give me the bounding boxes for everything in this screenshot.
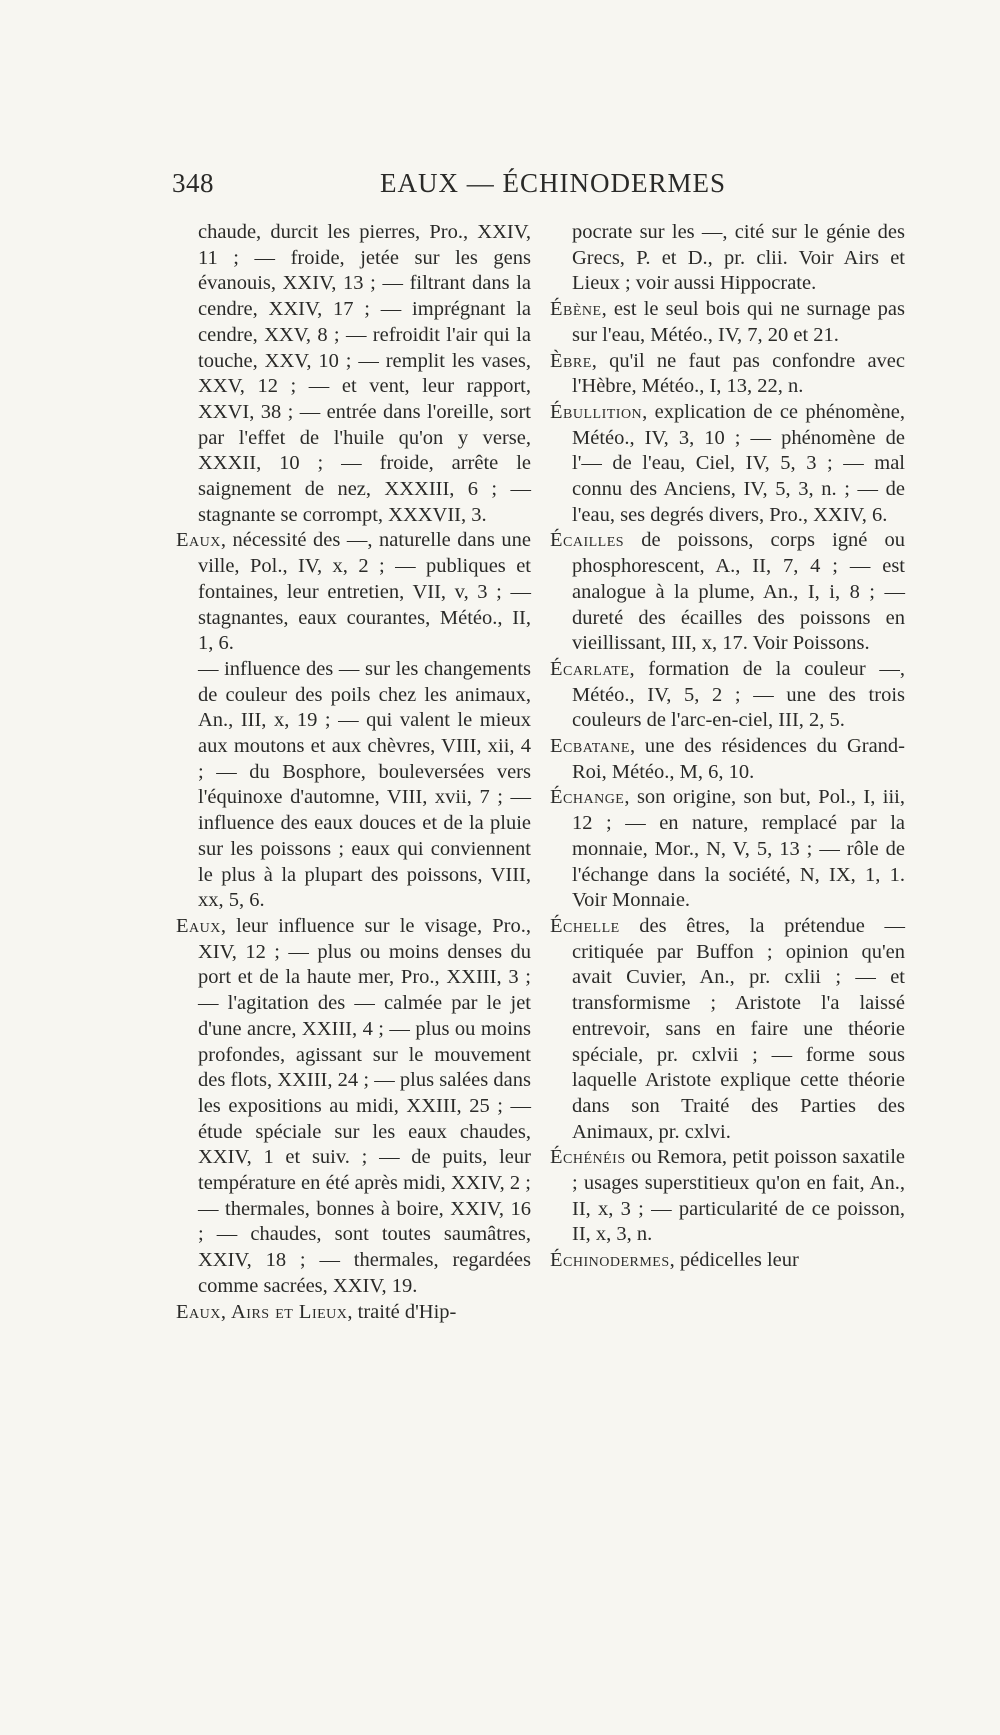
entry-text: chaude, durcit les pierres, Pro., XXIV, 11 ; — froide, jetée sur les gens évanouis, XXIV, 13 ; — filtrant dans la cendre, XXIV, 17 ; — imprégnant la cendre, XXV, 8 ; — refroidit l'air qui la touche, XXV, 10 ; — remplit les vases, XXV, 12 ; — et vent, leur rapport, XXVI, 38 ; — entrée dans l'oreille, sort par l'effet de l'huile qu'on y verse, XXXII, 10 ; — froide, arrête le saignement de nez, XXXIII, 6 ; — stagnante se corrompt, XXXVII, 3. xyxy=(198,221,531,526)
index-entry xyxy=(550,1248,905,1274)
index-entry xyxy=(176,1300,531,1326)
index-entry xyxy=(550,297,905,348)
index-entry xyxy=(550,657,905,734)
entry-text: , pédicelles leur xyxy=(669,1249,799,1272)
right-column xyxy=(550,220,905,1274)
index-entry xyxy=(550,528,905,657)
entry-text: , est le seul bois qui ne surnage pas sur l'eau, Météo., IV, 7, 20 et 21. xyxy=(572,298,905,346)
entry-text: , explication de ce phénomène, Météo., IV, 3, 10 ; — phénomène de l'— de l'eau, Ciel, IV, 5, 3 ; — mal connu des Anciens, IV, 5, 3, n. ; — de l'eau, ses degrés divers, Pro., XXIV, 6. xyxy=(572,400,905,526)
entry-text: , son origine, son but, Pol., I, iii, 12 ; — en nature, remplacé par la monnaie, Mor., N, V, 5, 13 ; — rôle de l'échange dans la société, N, IX, 1, 1. Voir Monnaie. xyxy=(572,786,905,912)
entry-headword: Échénéis xyxy=(550,1146,626,1169)
index-entry xyxy=(550,349,905,400)
entry-headword: Échelle xyxy=(550,914,620,937)
entry-headword: Ecbatane xyxy=(550,735,630,758)
running-head: EAUX — ÉCHINODERMES xyxy=(380,168,726,198)
entry-headword: Échange xyxy=(550,786,625,809)
entry-headword: Échinodermes xyxy=(550,1249,670,1272)
entry-headword: Écailles xyxy=(550,529,625,552)
entry-text: , nécessité des —, naturelle dans une ville, Pol., IV, x, 2 ; — publiques et fontaines, leur entretien, VII, v, 3 ; — stagnantes, eaux courantes, Météo., II, 1, 6. xyxy=(198,529,531,655)
entry-text: ou Remora, petit poisson saxatile ; usages superstitieux qu'on en fait, An., II, x, 3 ; — particularité de ce poisson, II, x, 3, n. xyxy=(572,1146,905,1246)
entry-headword: Eaux xyxy=(176,914,221,937)
entry-text: , formation de la couleur —, Météo., IV, 5, 2 ; — une des trois couleurs de l'arc-en-ciel, III, 2, 5. xyxy=(572,657,905,732)
entry-headword: Ébène xyxy=(550,298,602,321)
index-entry xyxy=(550,1145,905,1248)
index-entry xyxy=(550,734,905,785)
entry-headword: Ébullition xyxy=(550,400,643,423)
entry-text: — influence des — sur les changements de couleur des poils chez les animaux, An., III, x, 19 ; — qui valent le mieux aux moutons et aux chèvres, VIII, xii, 4 ; — du Bosphore, bouleversées vers l'équinoxe d'automne, VIII, xvii, 7 ; — influence des eaux douces et de la pluie sur les poissons ; eaux qui conviennent le plus à la plupart des poissons, VIII, xx, 5, 6. xyxy=(198,657,531,912)
page-number: 348 xyxy=(172,168,214,198)
index-entry xyxy=(176,220,531,528)
entry-text: , qu'il ne faut pas confondre avec l'Hèbre, Météo., I, 13, 22, n. xyxy=(572,349,905,398)
entry-headword: Èbre xyxy=(550,349,592,372)
entry-text: pocrate sur les —, cité sur le génie des Grecs, P. et D., pr. clii. Voir Airs et Lieux ; voir aussi Hippocrate. xyxy=(572,221,905,295)
entry-headword: Eaux, Airs et Lieux xyxy=(176,1300,348,1323)
entry-text: , traité d'Hip- xyxy=(347,1300,457,1323)
index-entry xyxy=(176,657,531,914)
index-entry xyxy=(550,785,905,914)
left-column xyxy=(176,220,531,1325)
entry-text: de poissons, corps igné ou phosphorescent, A., II, 7, 4 ; — est analogue à la plume, An., I, i, 8 ; — dureté des écailles des poissons en vieillissant, III, x, 17. Voir Poissons. xyxy=(572,529,905,655)
index-entry xyxy=(176,528,531,657)
index-entry xyxy=(550,220,905,297)
index-entry xyxy=(550,914,905,1145)
index-entry xyxy=(550,400,905,529)
entry-headword: Écarlate xyxy=(550,657,630,680)
entry-text: , une des résidences du Grand-Roi, Météo., M, 6, 10. xyxy=(572,735,905,783)
entry-text: , leur influence sur le visage, Pro., XIV, 12 ; — plus ou moins denses du port et de la haute mer, Pro., XXIII, 3 ; — l'agitation des — calmée par le jet d'une ancre, XXIII, 4 ; — plus ou moins profondes, agissant sur le mouvement des flots, XXIII, 24 ; — plus salées dans les expositions au midi, XXIII, 25 ; — étude spéciale sur les eaux chaudes, XXIV, 1 et suiv. ; — de puits, leur température en été après midi, XXIV, 2 ; — thermales, bonnes à boire, XXIV, 16 ; — chaudes, sont toutes saumâtres, XXIV, 18 ; — thermales, regardées comme sacrées, XXIV, 19. xyxy=(198,914,531,1297)
entry-headword: Eaux xyxy=(176,529,221,552)
index-entry xyxy=(176,914,531,1300)
entry-text: des êtres, la prétendue — critiquée par Buffon ; opinion qu'en avait Cuvier, An., pr. cxlii ; — et transformisme ; Aristote l'a laissé entrevoir, sans en faire une théorie spéciale, pr. cxlvii ; — forme sous laquelle Aristote explique cette théorie dans son Traité des Parties des Animaux, pr. cxlvi. xyxy=(572,914,905,1143)
